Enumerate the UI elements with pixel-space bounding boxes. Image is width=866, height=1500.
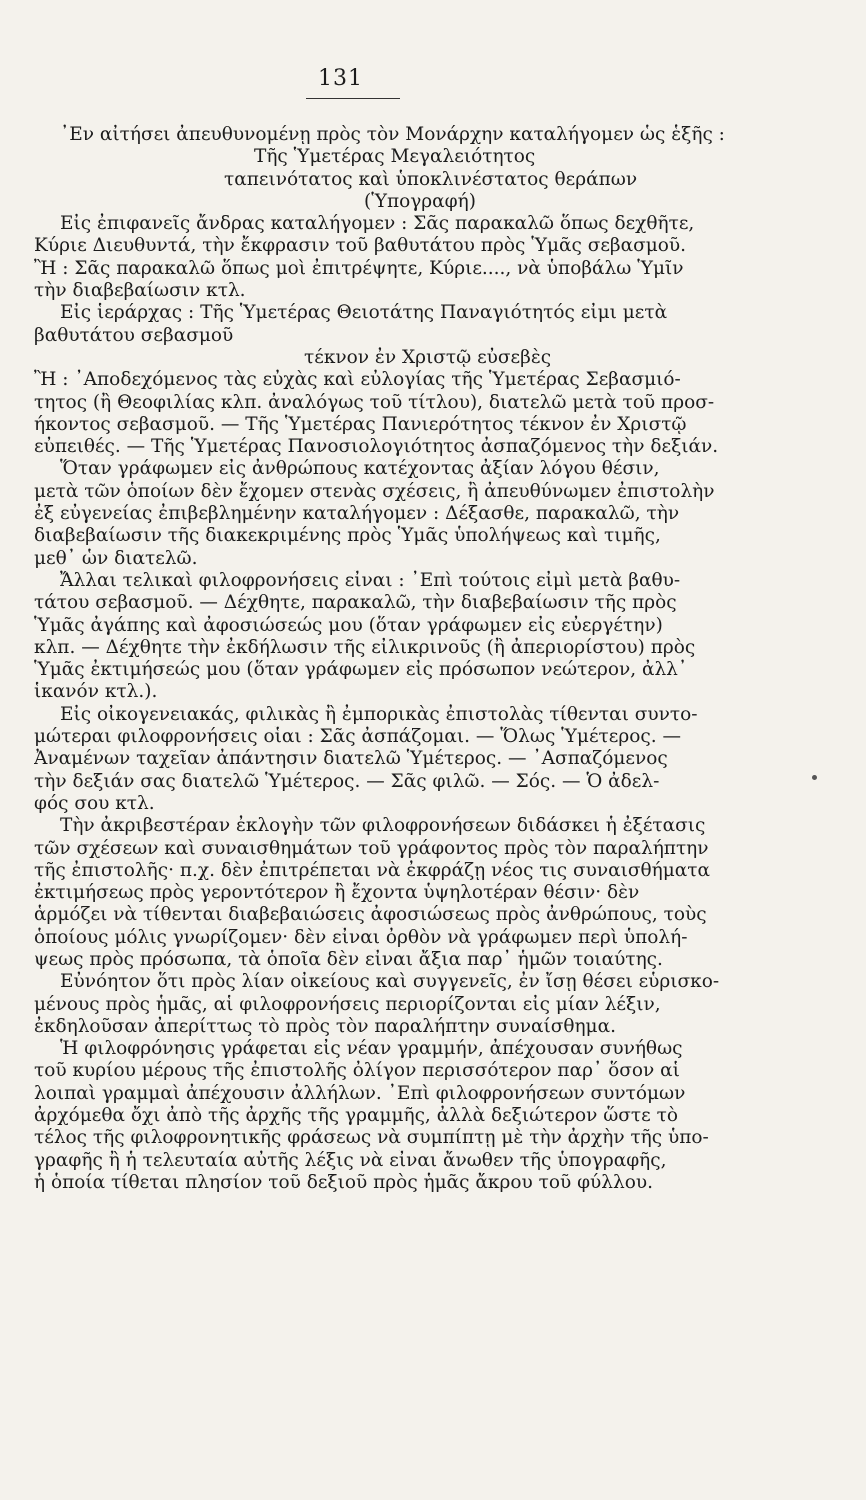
text-line: Εἰς ἱεράρχας : Τῆς Ὑμετέρας Θειοτάτης Παναγιότητός εἰμι μετὰ [60,302,668,324]
text-line: τῶν σχέσεων καὶ συναισθημάτων τοῦ γράφοντος πρὸς τὸν παραλήπτην [34,837,709,859]
text-line: Ὑμᾶς ἀγάπης καὶ ἀφοσιώσεώς μου (ὅταν γράφωμεν εἰς εὐεργέτην) [34,614,663,636]
text-line: ταπεινότατος καὶ ὑποκλινέστατος θεράπων [224,168,638,190]
text-line: Ἡ φιλοφρόνησις γράφεται εἰς νέαν γραμμήν, ἀπέχουσαν συνήθως [60,1038,683,1060]
text-line: Ἄλλαι τελικαὶ φιλοφρονήσεις εἶναι : ᾿Επὶ τούτοις εἰμὶ μετὰ βαθυ- [60,569,681,591]
text-line: βαθυτάτου σεβασμοῦ [34,324,234,346]
text-line: Εἰς ἐπιφανεῖς ἄνδρας καταλήγομεν : Σᾶς παρακαλῶ ὅπως δεχθῆτε, [60,213,695,235]
text-line: κλπ. — Δέχθητε τὴν ἐκδήλωσιν τῆς εἰλικρινοῦς (ἢ ἀπεριορίστου) πρὸς [34,636,696,658]
text-line: Ἀναμένων ταχεῖαν ἀπάντησιν διατελῶ Ὑμέτερος. — ᾿Ασπαζόμενος [34,748,668,770]
text-line: ἀρχόμεθα ὄχι ἀπὸ τῆς ἀρχῆς τῆς γραμμῆς, ἀλλὰ δεξιώτερον ὥστε τὸ [34,1105,679,1127]
text-line: λοιπαὶ γραμμαὶ ἀπέχουσιν ἀλλήλων. ᾿Επὶ φιλοφρονήσεων συντόμων [34,1082,686,1104]
text-line: Ὅταν γράφωμεν εἰς ἀνθρώπους κατέχοντας ἀξίαν λόγου θέσιν, [60,458,660,480]
text-line: τέλος τῆς φιλοφρονητικῆς φράσεως νὰ συμπίπτῃ μὲ τὴν ἀρχὴν τῆς ὑπο- [34,1127,709,1149]
text-line: ἁρμόζει νὰ τίθενται διαβεβαιώσεις ἀφοσιώσεως πρὸς ἀνθρώπους, τοὺς [34,904,707,926]
text-line: Ἢ : ᾿Αποδεχόμενος τὰς εὐχὰς καὶ εὐλογίας τῆς Ὑμετέρας Σεβασμιό- [34,369,681,391]
text-line: ἐξ εὐγενείας ἐπιβεβλημένην καταλήγομεν : Δέξασθε, παρακαλῶ, τὴν [34,503,680,525]
text-line: τάτου σεβασμοῦ. — Δέχθητε, παρακαλῶ, τὴν διαβεβαίωσιν τῆς πρὸς [34,592,677,614]
text-line: φός σου κτλ. [34,792,155,814]
text-line: τὴν δεξιάν σας διατελῶ Ὑμέτερος. — Σᾶς φιλῶ. — Σός. — Ὁ ἀδελ- [34,770,660,792]
text-line: ἐκτιμήσεως πρὸς γεροντότερον ἢ ἔχοντα ὑψηλοτέραν θέσιν· δὲν [34,882,640,904]
text-line: γραφῆς ἢ ἡ τελευταία αὐτῆς λέξις νὰ εἶναι ἄνωθεν τῆς ὑπογραφῆς, [34,1149,667,1171]
text-line: τοῦ κυρίου μέρους τῆς ἐπιστολῆς ὀλίγον περισσότερον παρ᾿ ὅσον αἱ [34,1060,680,1082]
text-line: Εἰς οἰκογενειακάς, φιλικὰς ἢ ἐμπορικὰς ἐπιστολὰς τίθενται συντο- [60,703,698,725]
text-line: μένους πρὸς ἡμᾶς, αἱ φιλοφρονήσεις περιορίζονται εἰς μίαν λέξιν, [34,993,661,1015]
text-line: εὐπειθές. — Τῆς Ὑμετέρας Πανοσιολογιότητος ἀσπαζόμενος τὴν δεξιάν. [34,436,719,458]
text-line: ὁποίους μόλις γνωρίζομεν· δὲν εἶναι ὀρθὸν νὰ γράφωμεν περὶ ὑπολή- [34,926,688,948]
text-line: μεθ᾿ ὧν διατελῶ. [34,547,198,569]
text-line: ᾿Εν αἰτήσει ἀπευθυνομένῃ πρὸς τὸν Μονάρχην καταλήγομεν ὡς ἑξῆς : [60,124,725,145]
text-line: Κύριε Διευθυντά, τὴν ἔκφρασιν τοῦ βαθυτάτου πρὸς Ὑμᾶς σεβασμοῦ. [34,235,687,257]
text-line: ἡ ὁποία τίθεται πλησίον τοῦ δεξιοῦ πρὸς ἡμᾶς ἄκρου τοῦ φύλλου. [34,1171,654,1193]
text-line: τῆς ἐπιστολῆς· π.χ. δὲν ἐπιτρέπεται νὰ ἐκφράζῃ νέος τις συναισθήματα [34,859,710,881]
text-line: μετὰ τῶν ὁποίων δὲν ἔχομεν στενὰς σχέσεις, ἢ ἀπευθύνωμεν ἐπιστολὴν [34,480,715,502]
text-line: Εὐνόητον ὅτι πρὸς λίαν οἰκείους καὶ συγγενεῖς, ἐν ἴσῃ θέσει εὑρισκο- [60,971,720,993]
text-line: Ὑμᾶς ἐκτιμήσεώς μου (ὅταν γράφωμεν εἰς πρόσωπον νεώτερον, ἀλλ᾿ [34,659,688,681]
text-line: τέκνον ἐν Χριστῷ εὐσεβὲς [304,346,552,368]
text-line: Τὴν ἀκριβεστέραν ἐκλογὴν τῶν φιλοφρονήσεων διδάσκει ἡ ἐξέτασις [60,815,706,837]
body-text [34,124,834,1194]
text-line: μώτεραι φιλοφρονήσεις οἷαι : Σᾶς ἀσπάζομαι. — Ὅλως Ὑμέτερος. — [34,726,681,748]
text-line: (Ὑπογραφή) [364,190,476,212]
text-line: Ἢ : Σᾶς παρακαλῶ ὅπως μοὶ ἐπιτρέψητε, Κύριε...., νὰ ὑποβάλω Ὑμῖν [34,257,684,279]
text-line: ήκοντος σεβασμοῦ. — Τῆς Ὑμετέρας Πανιερότητος τέκνον ἐν Χριστῷ [34,413,687,435]
text-line: ἐκδηλοῦσαν ἀπερίττως τὸ πρὸς τὸν παραλήπτην συναίσθημα. [34,1015,616,1037]
page-number: 131 [318,66,363,91]
text-line: ἱκανόν κτλ.). [34,681,158,703]
text-line: τητος (ἢ Θεοφιλίας κλπ. ἀναλόγως τοῦ τίτλου), διατελῶ μετὰ τοῦ προσ- [34,391,715,413]
text-line: διαβεβαίωσιν τῆς διακεκριμένης πρὸς Ὑμᾶς ὑπολήψεως καὶ τιμῆς, [34,525,661,547]
margin-mark [812,775,817,780]
page-number-rule [306,98,400,99]
text-line: Τῆς Ὑμετέρας Μεγαλειότητος [254,146,536,168]
text-line: ψεως πρὸς πρόσωπα, τὰ ὁποῖα δὲν εἶναι ἄξια παρ᾿ ἡμῶν τοιαύτης. [34,948,663,970]
text-line: τὴν διαβεβαίωσιν κτλ. [34,280,246,302]
